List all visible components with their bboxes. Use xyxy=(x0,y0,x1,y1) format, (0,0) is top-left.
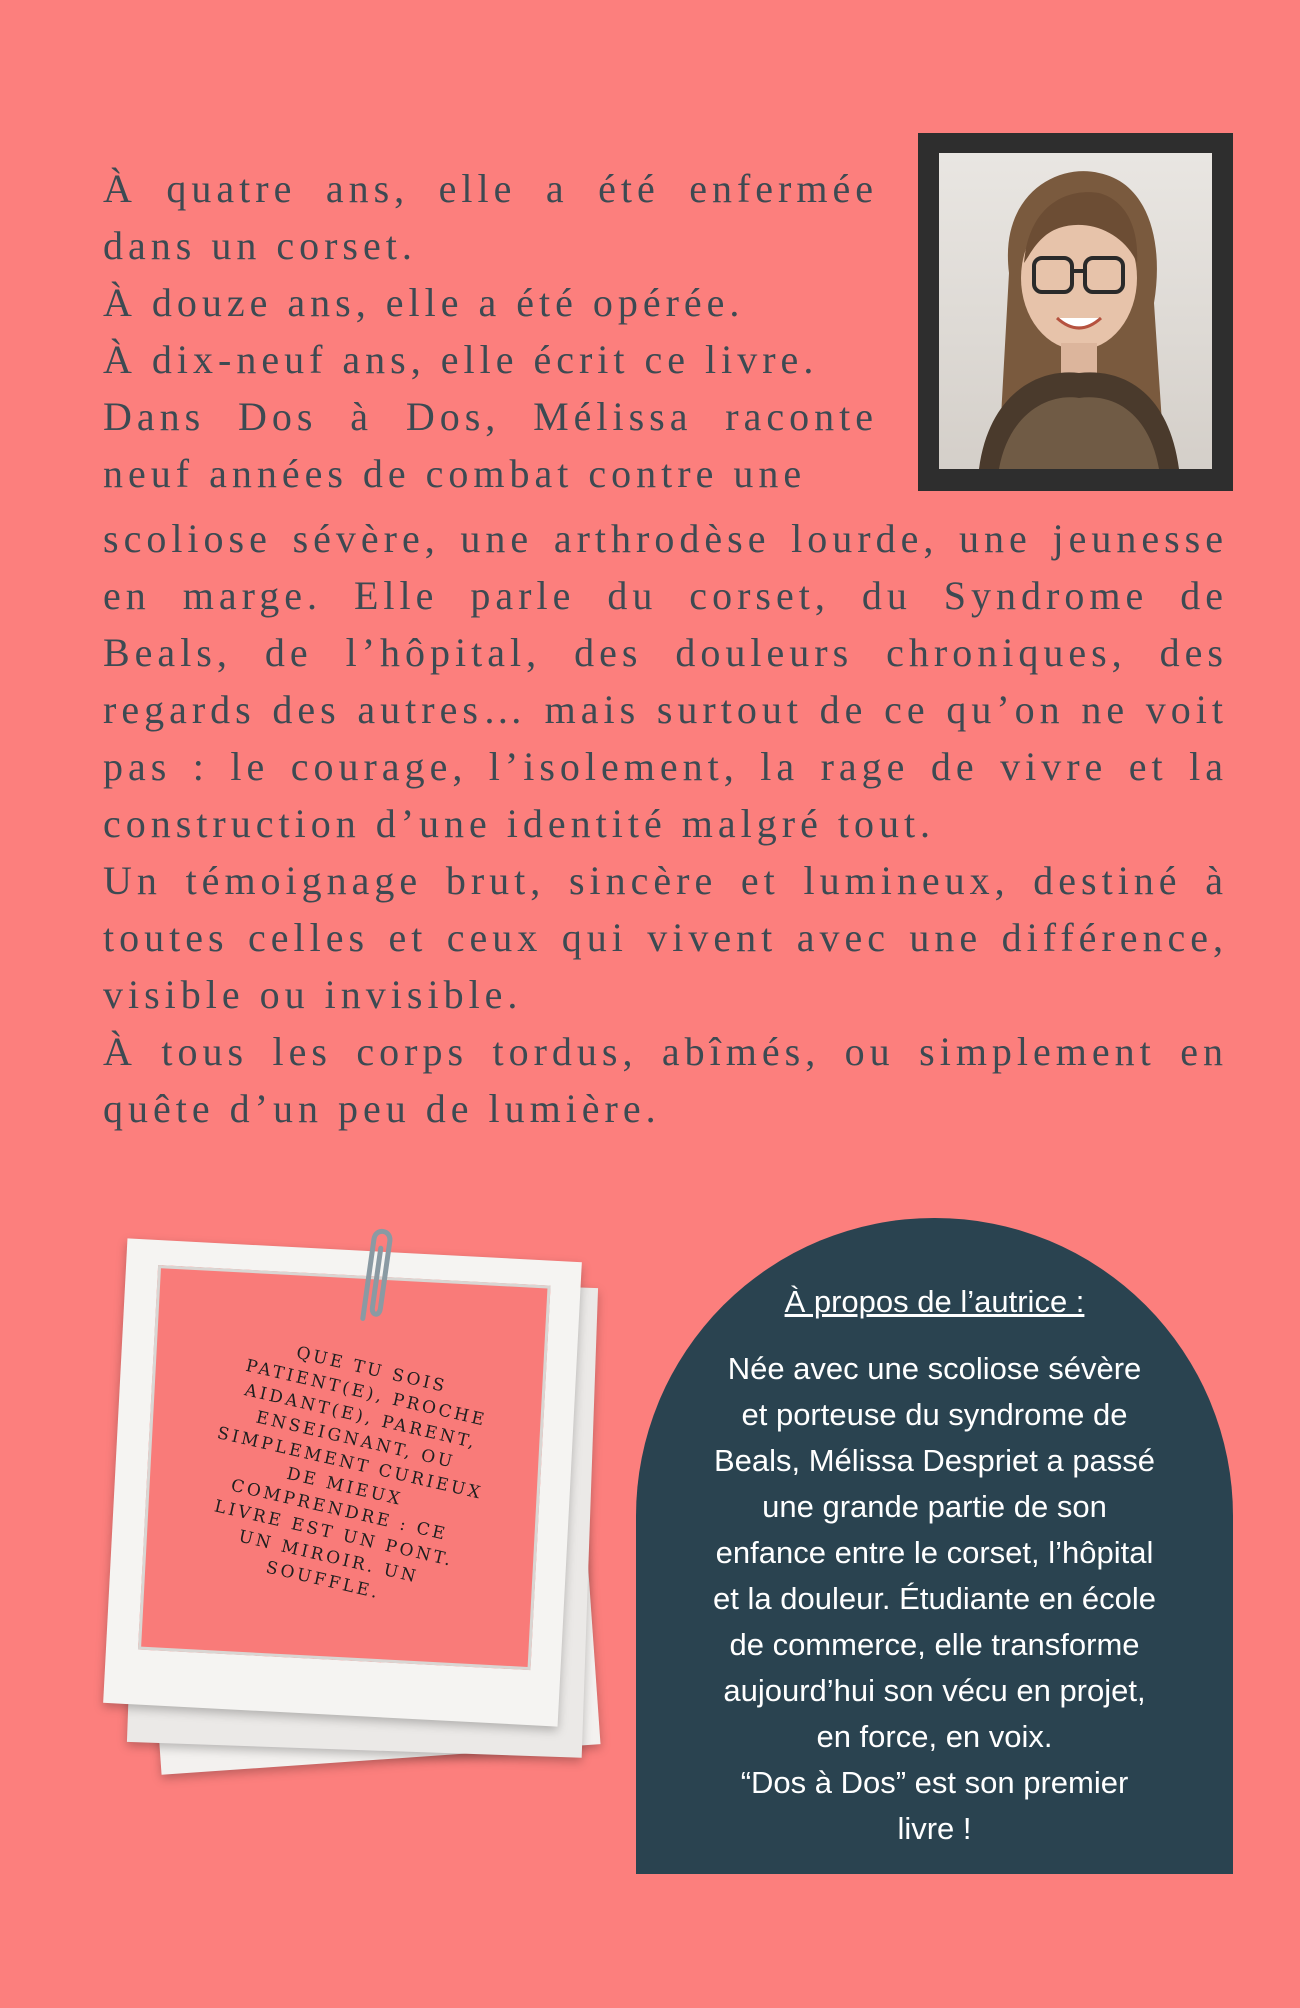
polaroid-front xyxy=(103,1238,582,1726)
body-text xyxy=(103,510,1228,1137)
about-body: Née avec une scoliose sévère et porteuse du syndrome de Beals, Mélissa Despriet a passé une grande partie de son enfance entre le corset, l’hôpital et la douleur. Étudiante en école de commerce, elle transforme aujourd’hui son vécu en projet, en force, en voix. “Dos à Dos” est son premier livre ! xyxy=(713,1351,1156,1846)
intro-line: À quatre ans, elle a été enfermée dans un corset. xyxy=(103,166,878,268)
author-photo xyxy=(939,153,1212,469)
author-portrait-illustration xyxy=(939,153,1212,469)
body-paragraph: À tous les corps tordus, abîmés, ou simplement en quête d’un peu de lumière. xyxy=(103,1029,1228,1131)
body-paragraph: scoliose sévère, une arthrodèse lourde, une jeunesse en marge. Elle parle du corset, du Syndrome de Beals, de l’hôpital, des douleurs chroniques, des regards des autres… mais surtout de ce qu’on ne voit pas : le courage, l’isolement, la rage de vivre et la construction d’une identité malgré tout. xyxy=(103,516,1228,846)
about-title: À propos de l’autrice : xyxy=(784,1284,1085,1319)
intro-line: À dix-neuf ans, elle écrit ce livre. xyxy=(103,337,819,382)
body-paragraph: Un témoignage brut, sincère et lumineux, destiné à toutes celles et ceux qui vivent avec une différence, visible ou invisible. xyxy=(103,858,1228,1017)
polaroid-stack xyxy=(95,1240,635,1800)
author-photo-frame xyxy=(918,133,1233,491)
intro-text xyxy=(103,160,878,502)
quote-text: QUE TU SOIS PATIENT(E), PROCHE AIDANT(E), PARENT, ENSEIGNANT, OU SIMPLEMENT CURIEUX DE MIEUX COMPRENDRE : CE LIVRE EST UN PONT. UN MIROIR. UN SOUFFLE. xyxy=(212,1342,489,1604)
about-author-panel xyxy=(636,1218,1233,1874)
intro-line: À douze ans, elle a été opérée. xyxy=(103,280,745,325)
polaroid-window xyxy=(138,1265,551,1670)
intro-line: Dans Dos à Dos, Mélissa raconte neuf années de combat contre une xyxy=(103,394,878,496)
